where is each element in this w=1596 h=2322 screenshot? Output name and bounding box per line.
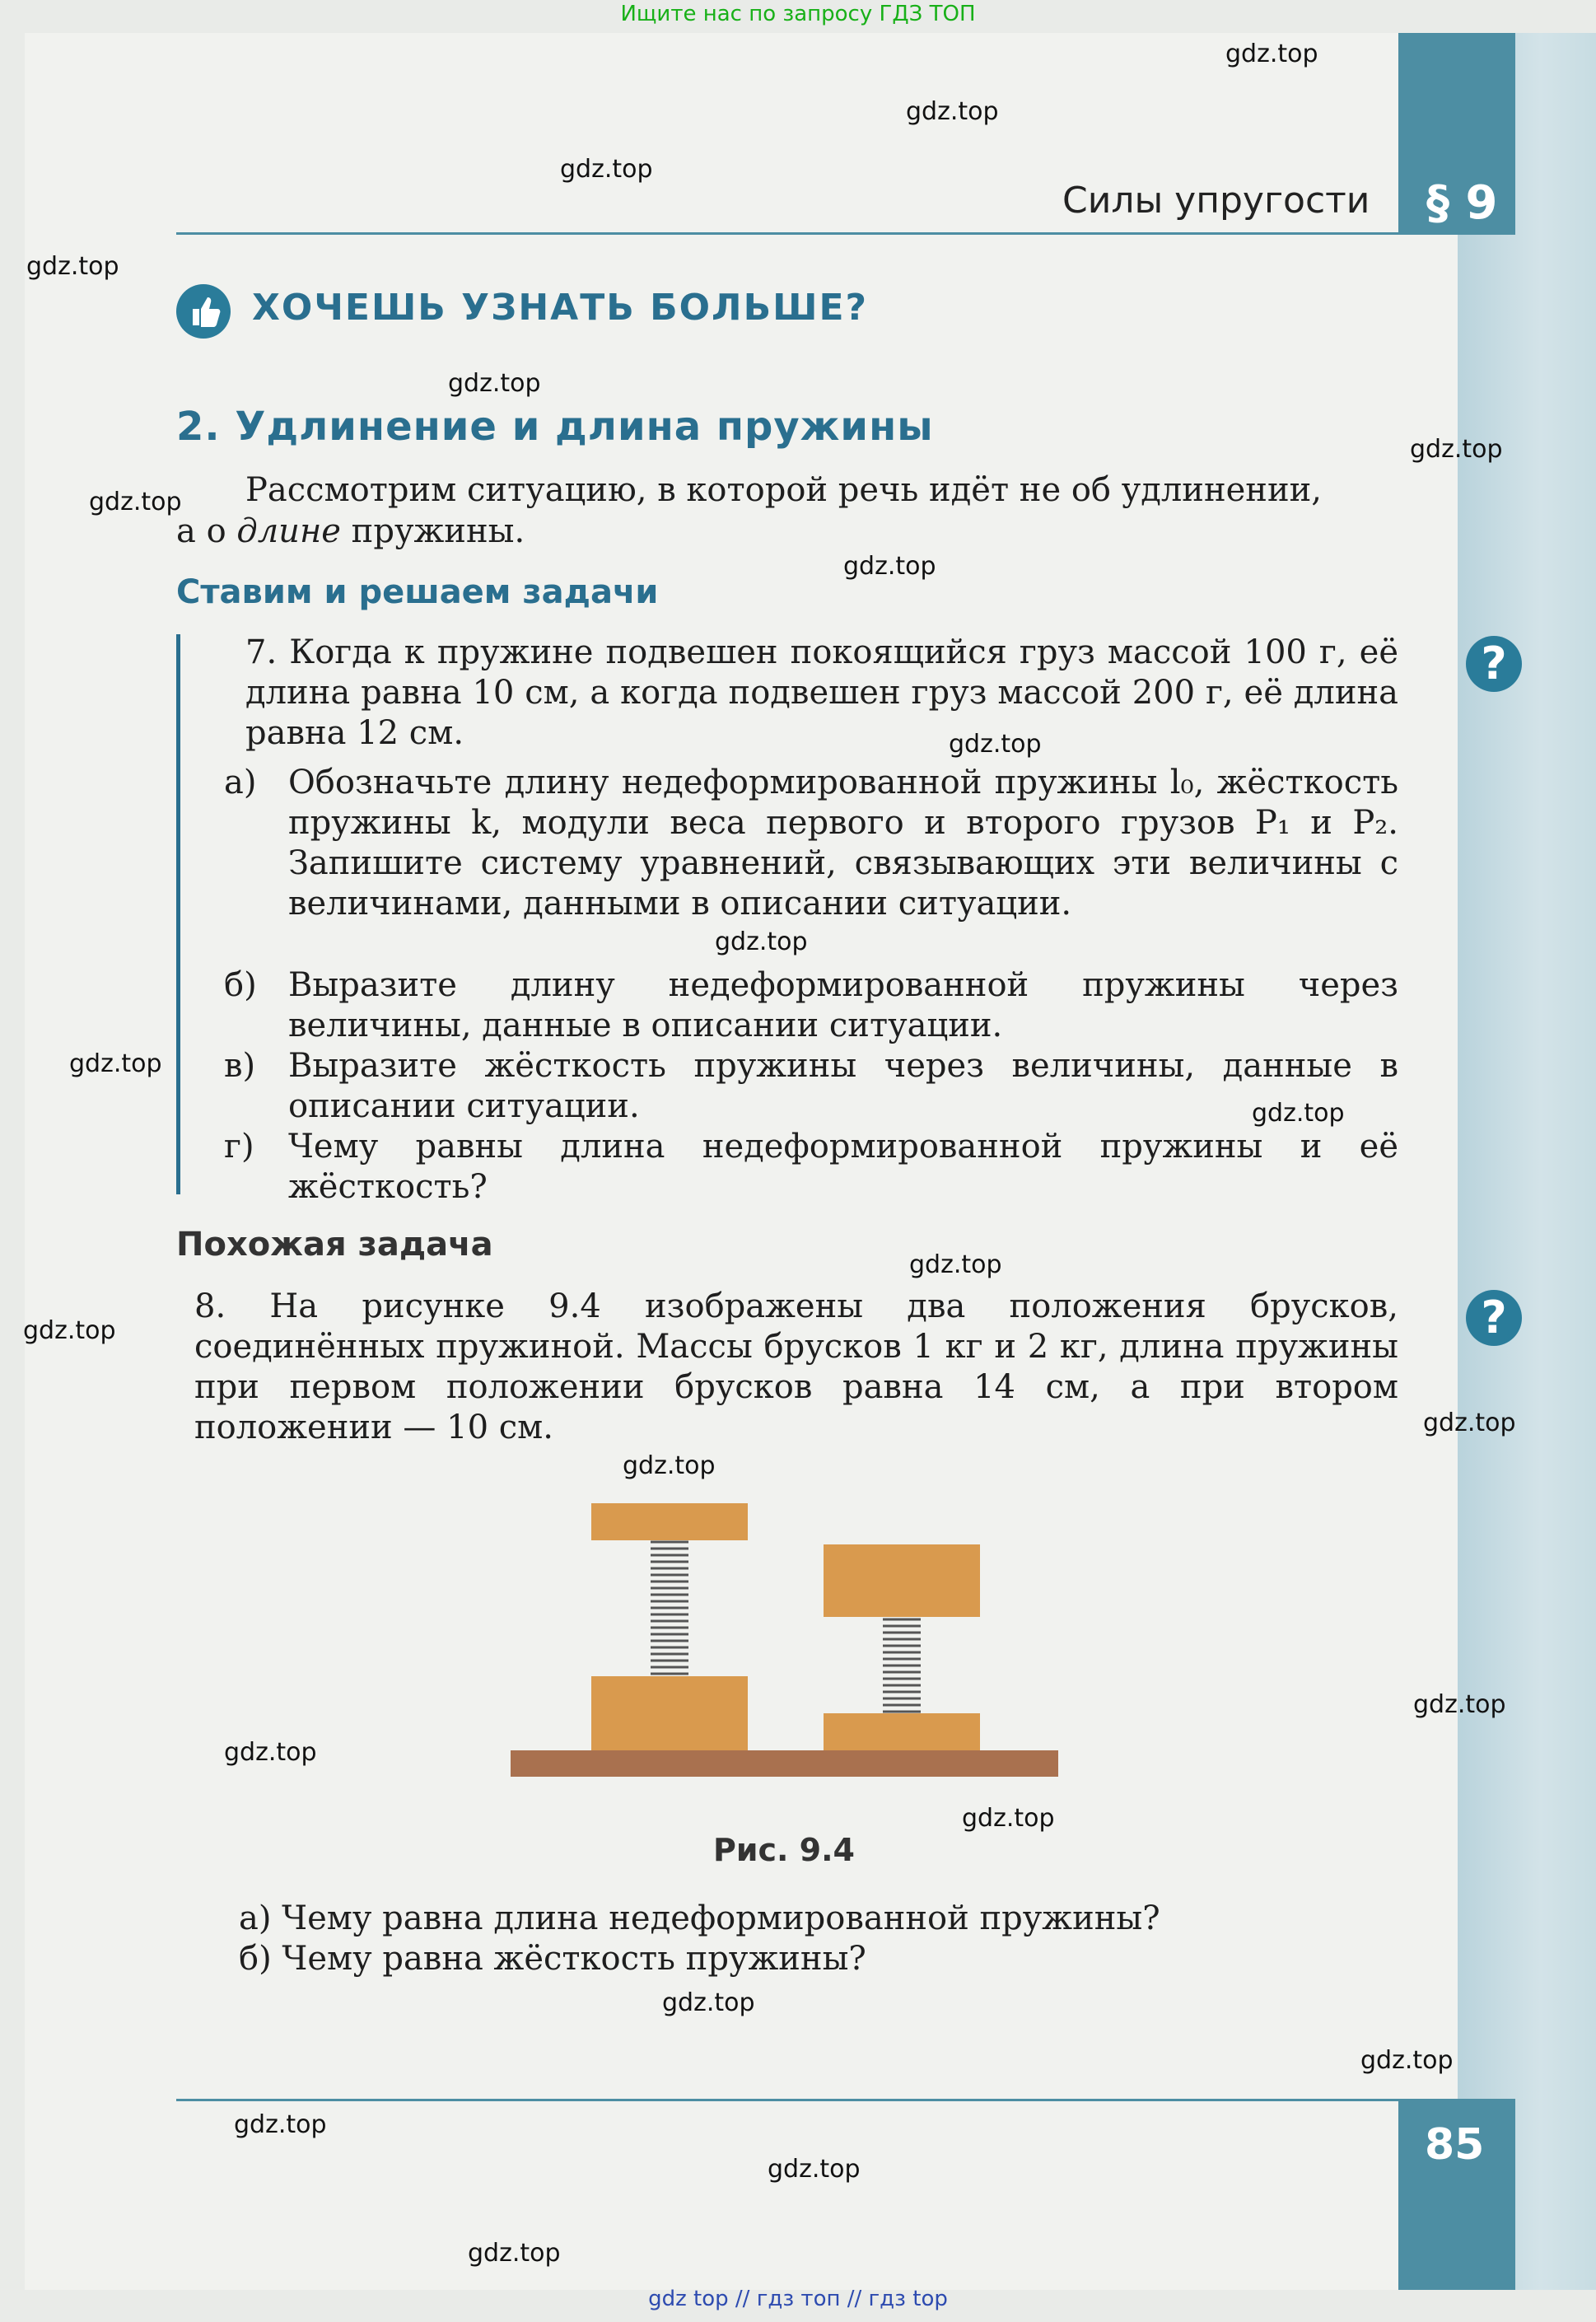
part-b-letter: б) [224,966,257,1004]
block-left-top [591,1503,748,1540]
subhead-solve: Ставим и решаем задачи [176,573,659,611]
watermark: gdz.top [662,1988,755,2017]
question-mark-icon[interactable]: ? [1466,636,1522,692]
section-title: 2. Удлинение и длина пружины [176,404,934,450]
bottom-banner[interactable]: gdz top // гдз топ // гдз top [648,2287,948,2311]
block-right-top [824,1544,980,1617]
part-v-letter: в) [224,1047,256,1085]
watermark: gdz.top [623,1451,716,1480]
figure-9-4 [511,1466,1087,1796]
watermark: gdz.top [1360,2046,1454,2075]
base-plate [511,1750,1058,1777]
intro-line-1: Рассмотрим ситуацию, в которой речь идёт не об удлинении, [245,471,1322,509]
task-7-part-v [224,1046,1398,1127]
watermark: gdz.top [1413,1690,1506,1719]
question-a: а) Чему равна длина недеформированной пружины? [239,1899,1160,1937]
part-b-text: Выразите длину недеформированной пружины через величины, данные в описании ситуации. [288,966,1398,1044]
watermark: gdz.top [1225,40,1318,68]
page-number: 85 [1425,2120,1485,2170]
subhead-similar: Похожая задача [176,1226,493,1264]
watermark: gdz.top [448,369,541,398]
watermark: gdz.top [1423,1409,1516,1437]
watermark: gdz.top [909,1250,1002,1279]
chapter-title: Силы упругости [1062,180,1370,222]
top-banner[interactable]: Ищите нас по запросу ГДЗ ТОП [620,2,976,26]
watermark: gdz.top [234,2110,327,2139]
part-v-text: Выразите жёсткость пружины через величины, данные в описании ситуации. [288,1047,1398,1125]
block-left-bottom [591,1676,748,1750]
task-8-text: 8. На рисунке 9.4 изображены два положения брусков, соединённых пружиной. Массы брусков 1 кг и 2 кг, длина пружины при первом положении брусков равна 14 см, а при втором положении — 10 см. [194,1287,1398,1446]
watermark: gdz.top [906,97,999,126]
thumbs-up-icon [176,284,231,339]
figure-caption: Рис. 9.4 [713,1832,855,1868]
task-7-text: 7. Когда к пружине подвешен покоящийся груз массой 100 г, её длина равна 10 см, а когда подвешен груз массой 200 г, её длина равна 12 см. [245,633,1398,752]
question-mark-icon[interactable]: ? [1466,1290,1522,1346]
section-number: § 9 [1426,176,1498,230]
watermark: gdz.top [715,927,808,956]
watermark: gdz.top [89,488,182,516]
watermark: gdz.top [1410,435,1503,464]
watermark: gdz.top [843,552,936,581]
task-7-part-b [224,965,1398,1046]
watermark: gdz.top [560,155,653,184]
task-7-part-a [224,763,1398,924]
watermark: gdz.top [23,1316,116,1345]
intro-line-2: а о длине пружины. [176,512,525,550]
watermark: gdz.top [224,1738,317,1767]
watermark: gdz.top [962,1804,1055,1833]
watermark: gdz.top [26,252,119,281]
block-right-bottom [824,1713,980,1750]
watermark: gdz.top [69,1049,162,1078]
footer-divider [176,2099,1398,2101]
spring-left [651,1542,688,1674]
page-edge-strip [1458,33,1596,2290]
watermark: gdz.top [1252,1099,1345,1128]
watermark: gdz.top [768,2155,861,2184]
task-marker-bar [176,634,180,1194]
watermark: gdz.top [949,730,1042,759]
task-7-part-g [224,1127,1398,1208]
part-a-letter: а) [224,764,257,801]
spring-right [883,1619,921,1712]
part-g-letter: г) [224,1128,254,1166]
know-more-heading: ХОЧЕШЬ УЗНАТЬ БОЛЬШЕ? [252,287,869,329]
header-divider [176,232,1398,235]
part-a-text: Обозначьте длину недеформированной пружины l₀, жёсткость пружины k, модули веса первого и второго грузов P₁ и P₂. Запишите систему уравнений, связывающих эти величины с величинами, данными в описании ситуации. [288,764,1398,923]
watermark: gdz.top [468,2239,561,2268]
part-g-text: Чему равны длина недеформированной пружины и её жёсткость? [288,1128,1398,1206]
question-b: б) Чему равна жёсткость пружины? [239,1940,866,1978]
